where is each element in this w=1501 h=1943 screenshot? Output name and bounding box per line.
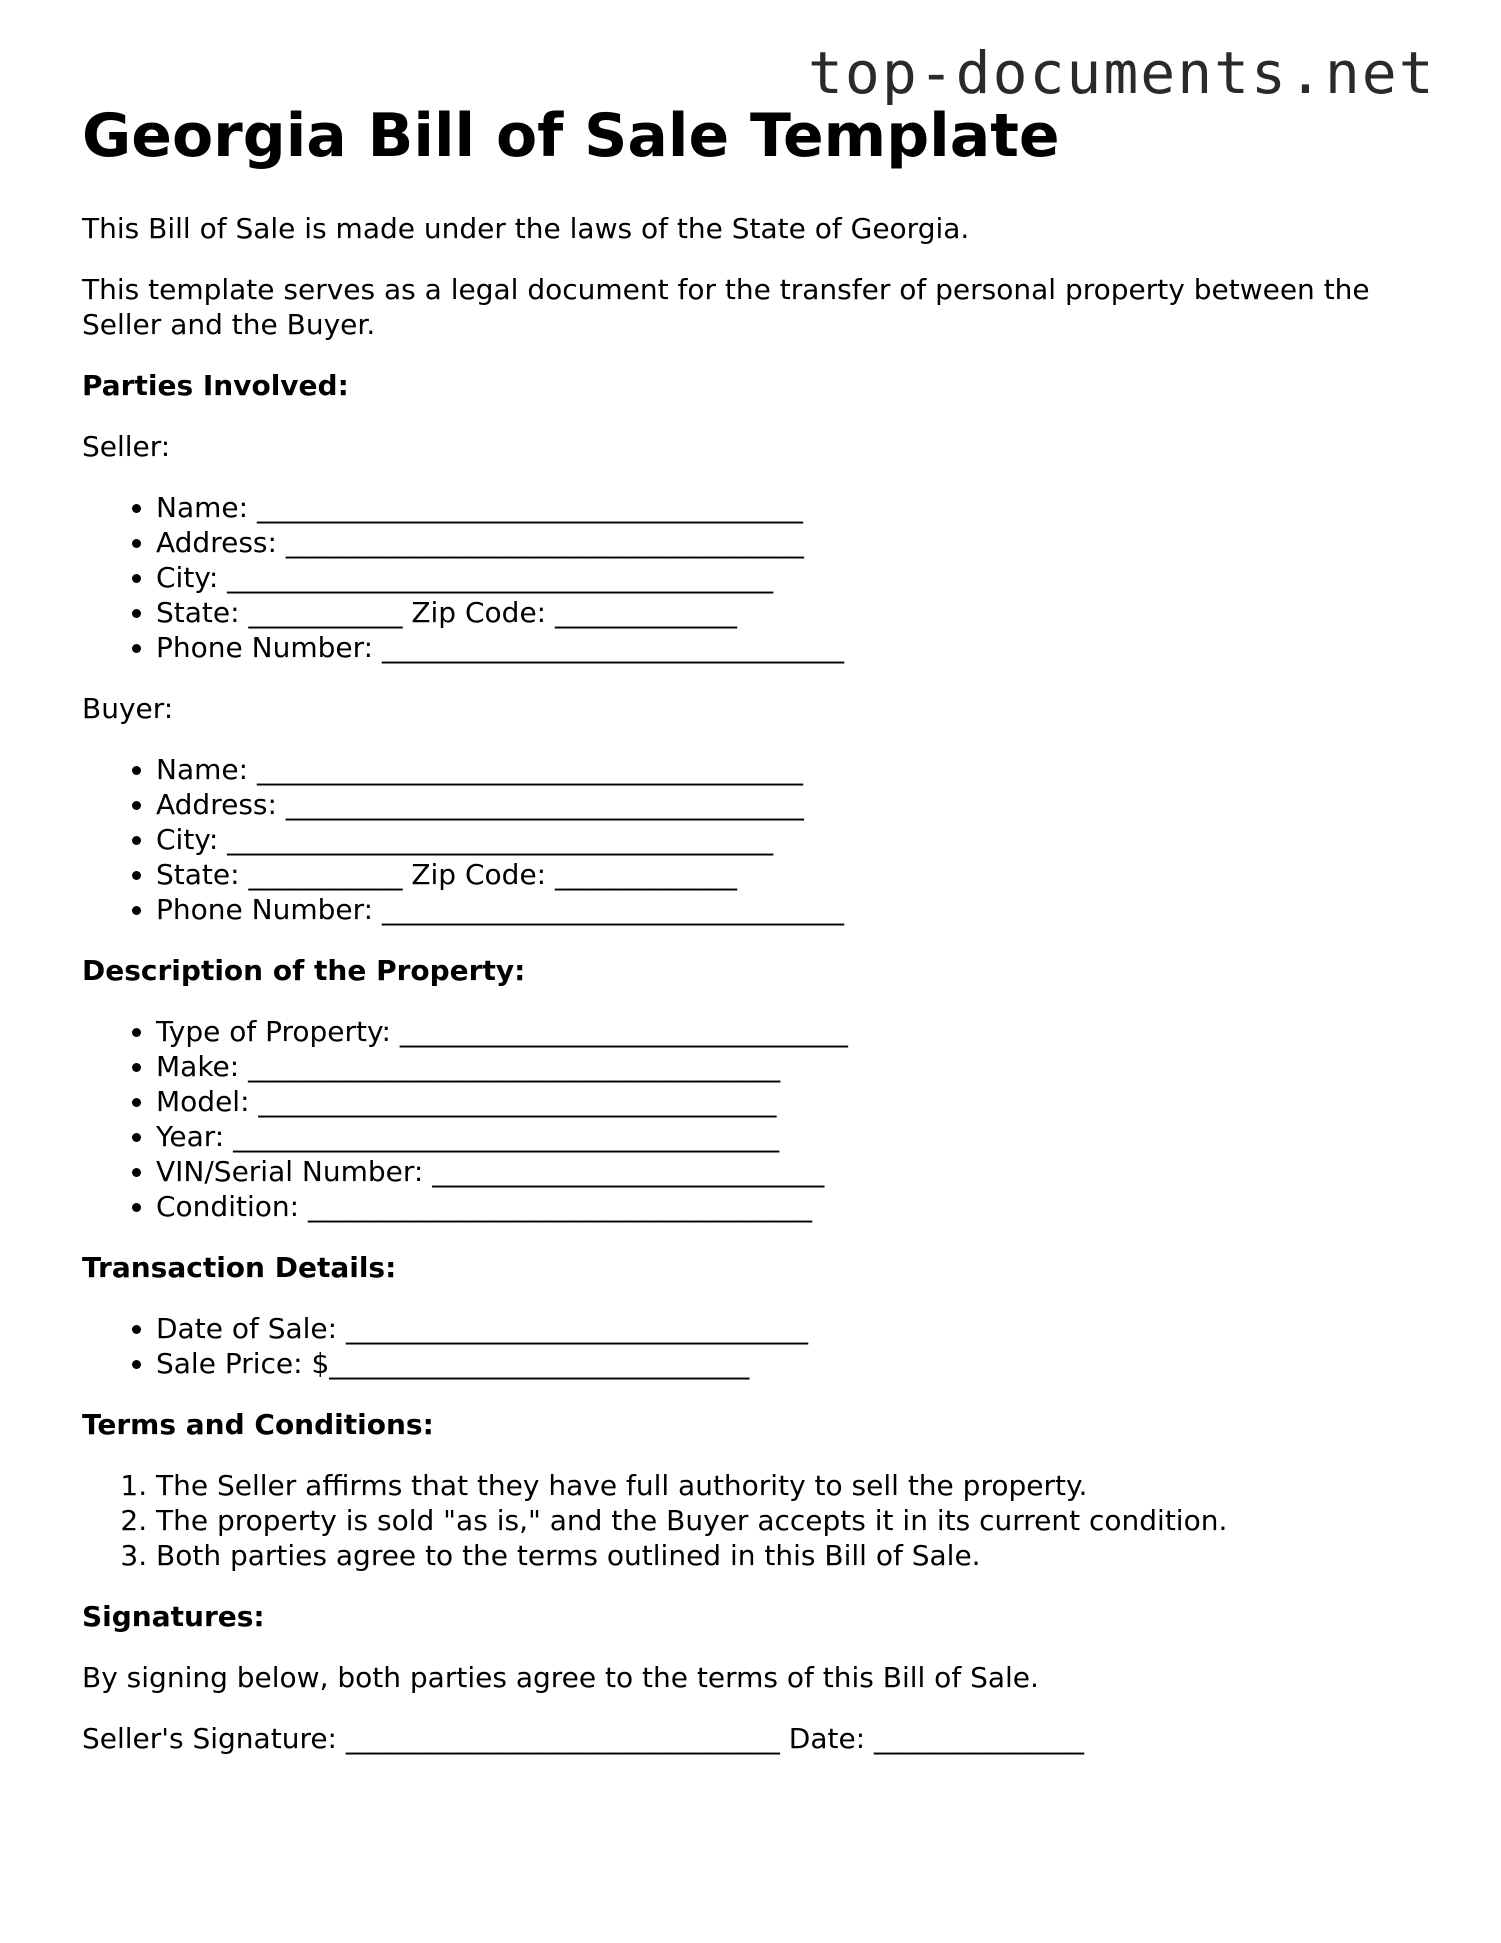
seller-name-field[interactable]: • Name: _______________________________________	[156, 490, 1422, 525]
signatures-heading: Signatures:	[82, 1600, 265, 1633]
term-item: 1. The Seller affirms that they have full authority to sell the property.	[156, 1468, 1422, 1503]
property-year-field[interactable]: • Year: _______________________________________	[156, 1119, 1422, 1154]
buyer-state-zip-field[interactable]: • State: ___________ Zip Code: _____________	[156, 857, 1422, 892]
seller-city-field[interactable]: • City: _______________________________________	[156, 560, 1422, 595]
buyer-city-field[interactable]: • City: _______________________________________	[156, 822, 1422, 857]
buyer-label: Buyer:	[82, 692, 174, 725]
seller-label: Seller:	[82, 430, 171, 463]
buyer-phone-field[interactable]: • Phone Number: _________________________________	[156, 892, 1422, 927]
buyer-fields-list	[82, 752, 1422, 927]
seller-signature-line[interactable]: Seller's Signature: _______________________________ Date: _______________	[82, 1722, 1085, 1755]
transaction-fields-list	[82, 1311, 1422, 1381]
parties-heading: Parties Involved:	[82, 369, 349, 402]
watermark: top-documents.net	[808, 39, 1436, 107]
buyer-address-field[interactable]: • Address: _____________________________________	[156, 787, 1422, 822]
term-item: 3. Both parties agree to the terms outlined in this Bill of Sale.	[156, 1538, 1422, 1573]
sale-price-field[interactable]: • Sale Price: $______________________________	[156, 1346, 1422, 1381]
seller-fields-list	[82, 490, 1422, 665]
property-fields-list	[82, 1014, 1422, 1224]
intro-paragraph-2: This template serves as a legal document for the transfer of personal property between the Seller and the Buyer.	[82, 273, 1370, 341]
property-make-field[interactable]: • Make: ______________________________________	[156, 1049, 1422, 1084]
document-page	[82, 102, 1422, 1782]
seller-phone-field[interactable]: • Phone Number: _________________________________	[156, 630, 1422, 665]
term-item: 2. The property is sold "as is," and the Buyer accepts it in its current condition.	[156, 1503, 1422, 1538]
seller-state-zip-field[interactable]: • State: ___________ Zip Code: _____________	[156, 595, 1422, 630]
buyer-name-field[interactable]: • Name: _______________________________________	[156, 752, 1422, 787]
date-of-sale-field[interactable]: • Date of Sale: _________________________________	[156, 1311, 1422, 1346]
terms-list	[82, 1468, 1422, 1573]
property-type-field[interactable]: • Type of Property: ________________________________	[156, 1014, 1422, 1049]
seller-address-field[interactable]: • Address: _____________________________________	[156, 525, 1422, 560]
property-heading: Description of the Property:	[82, 954, 526, 987]
property-vin-field[interactable]: • VIN/Serial Number: ____________________________	[156, 1154, 1422, 1189]
page-title: Georgia Bill of Sale Template	[82, 101, 1060, 171]
transaction-heading: Transaction Details:	[82, 1251, 397, 1284]
property-condition-field[interactable]: • Condition: ____________________________________	[156, 1189, 1422, 1224]
terms-heading: Terms and Conditions:	[82, 1408, 434, 1441]
signatures-statement: By signing below, both parties agree to the terms of this Bill of Sale.	[82, 1661, 1039, 1694]
intro-paragraph-1: This Bill of Sale is made under the laws of the State of Georgia.	[82, 212, 970, 245]
property-model-field[interactable]: • Model: _____________________________________	[156, 1084, 1422, 1119]
